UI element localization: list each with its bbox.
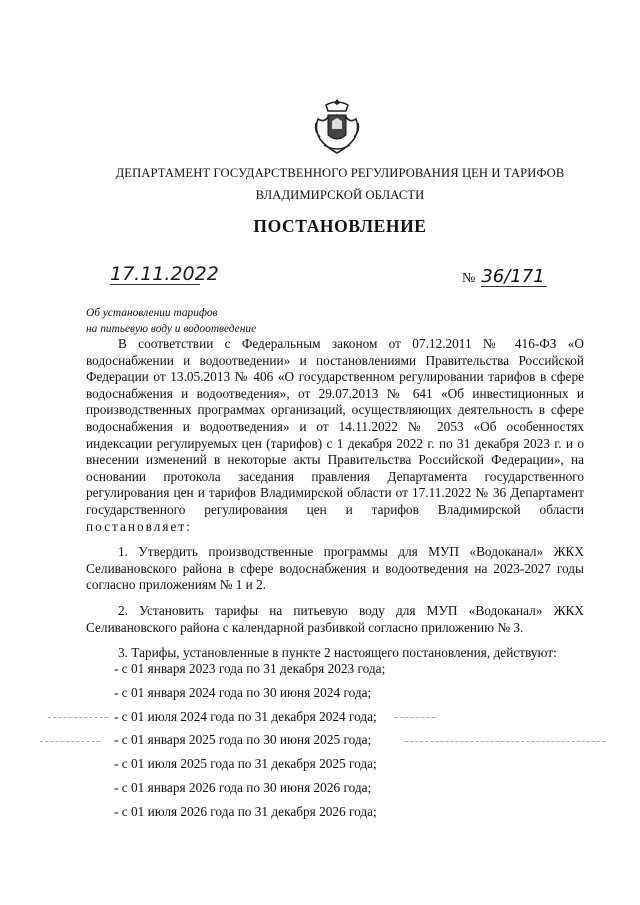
preamble-text: В соответствии с Федеральным законом от 07.12.2011 № 416-ФЗ «О водоснабжении и водоотведении» и постановлениями Правительства Российской Федерации от 13.05.2013 № 406 «О государственном регулировании тарифов в сфере водоснабжения и водоотведения», от 29.07.2013 № 641 «Об инвестиционных и производственных программах организаций, осуществляющих деятельность в сфере водоснабжения и водоотведения» и от 14.11.2022 № 2053 «Об особенностях индексации регулируемых цен (тарифов) с 1 декабря 2022 г. по 31 декабря 2023 г. и о внесении изменений в некоторые акты Правительства Российской Федерации», на основании протокола заседания правления Департамента государственного регулирования цен и тарифов Владимирской области от 17.11.2022 № 36 Департамент государственного регулирования цен и тарифов Владимирской области bbox=[86, 336, 584, 517]
department-name-line1: ДЕПАРТАМЕНТ ГОСУДАРСТВЕННОГО РЕГУЛИРОВАНИЯ ЦЕН И ТАРИФОВ bbox=[115, 166, 565, 180]
period-item: - с 01 января 2026 года по 30 июня 2026 года; bbox=[114, 779, 372, 795]
document-number-block bbox=[462, 268, 547, 287]
subject-line1: Об установлении тарифов bbox=[86, 307, 218, 319]
document-body bbox=[86, 336, 584, 662]
scan-artifact-line bbox=[40, 741, 100, 742]
scan-artifact-line bbox=[405, 741, 605, 742]
document-title: ПОСТАНОВЛЕНИЕ bbox=[253, 216, 427, 236]
subject-line2: на питьевую воду и водоотведение bbox=[86, 323, 257, 335]
handwritten-date: 17.11.2022 bbox=[110, 263, 219, 285]
item-3: 3. Тарифы, установленные в пункте 2 настоящего постановления, действуют: bbox=[118, 645, 557, 661]
coat-of-arms-emblem bbox=[314, 97, 360, 155]
period-item: - с 01 июля 2026 года по 31 декабря 2026 года; bbox=[114, 803, 377, 819]
department-name-line2: ВЛАДИМИРСКОЙ ОБЛАСТИ bbox=[255, 188, 425, 202]
decree-word: постановляет: bbox=[86, 518, 192, 534]
period-item: - с 01 января 2023 года по 31 декабря 2023 года; bbox=[114, 661, 386, 676]
period-list bbox=[114, 657, 385, 824]
scan-artifact-line bbox=[48, 717, 108, 718]
scan-artifact-line bbox=[395, 717, 435, 718]
preamble-paragraph bbox=[86, 336, 584, 535]
period-item: - с 01 января 2024 года по 30 июня 2024 года; bbox=[114, 684, 372, 700]
item-2: 2. Установить тарифы на питьевую воду для МУП «Водоканал» ЖКХ Селивановского района с календарной разбивкой согласно приложению № 3. bbox=[86, 602, 584, 635]
handwritten-number: 36/171 bbox=[481, 268, 547, 287]
item-1: 1. Утвердить производственные программы для МУП «Водоканал» ЖКХ Селивановского района в сфере водоснабжения и водоотведения на 2023-2027 годы согласно приложениям № 1 и 2. bbox=[86, 544, 584, 593]
period-item: - с 01 июля 2024 года по 31 декабря 2024 года; bbox=[114, 708, 377, 724]
period-item: - с 01 июля 2025 года по 31 декабря 2025 года; bbox=[114, 756, 377, 772]
period-item: - с 01 января 2025 года по 30 июня 2025 года; bbox=[114, 732, 372, 748]
subject-block bbox=[86, 305, 256, 337]
number-label: № bbox=[462, 271, 476, 286]
